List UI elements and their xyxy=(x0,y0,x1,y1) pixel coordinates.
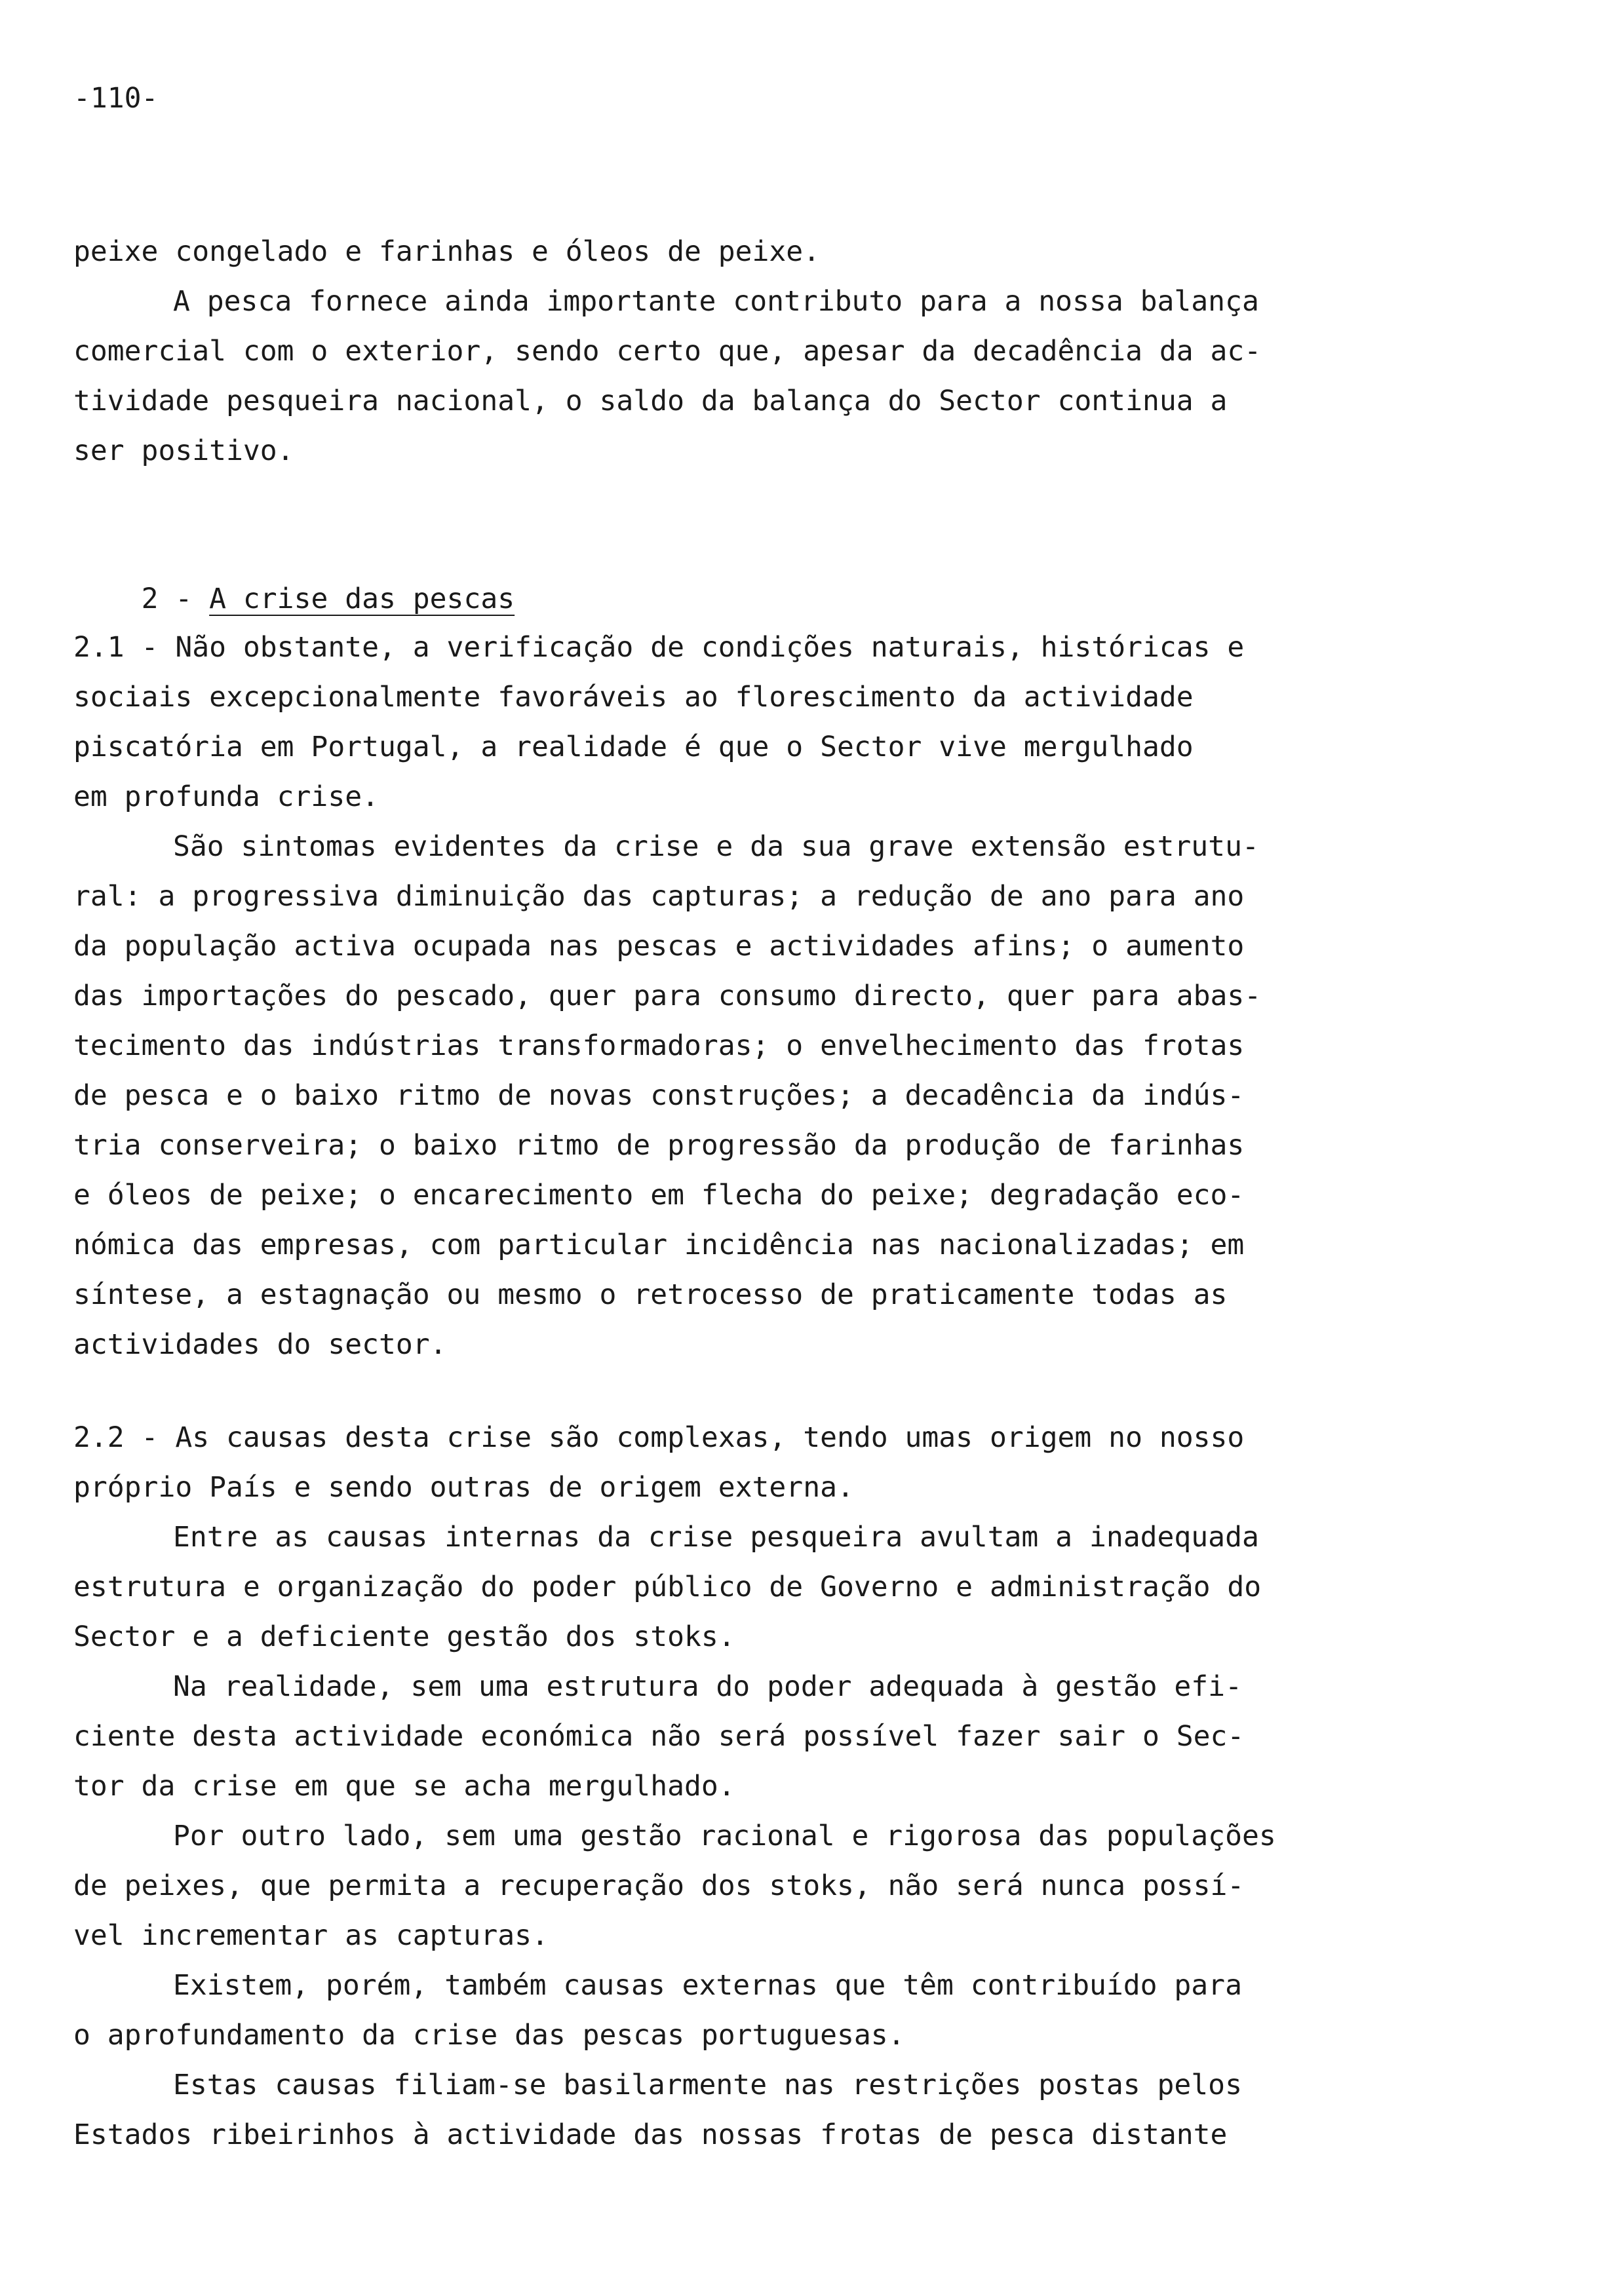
text-line: comercial com o exterior, sendo certo que, apesar da decadência da ac- xyxy=(73,335,1262,368)
paragraph-2-2 xyxy=(73,1413,1450,1512)
text-line: vel incrementar as capturas. xyxy=(73,1919,549,1952)
text-line: peixe congelado e farinhas e óleos de peixe. xyxy=(73,235,821,268)
text-line: e óleos de peixe; o encarecimento em flecha do peixe; degradação eco- xyxy=(73,1179,1245,1212)
text-line: actividades do sector. xyxy=(73,1328,447,1361)
text-line: próprio País e sendo outras de origem externa. xyxy=(73,1471,854,1504)
paragraph-2-1 xyxy=(73,622,1450,822)
paragraph-external-causes xyxy=(73,1961,1450,2060)
paragraph-intro xyxy=(73,227,1450,277)
page-number: -110- xyxy=(73,82,159,115)
text-line: tividade pesqueira nacional, o saldo da balança do Sector continua a xyxy=(73,385,1228,417)
section-title: A crise das pescas xyxy=(209,583,515,615)
text-line: Estados ribeirinhos à actividade das nossas frotas de pesca distante xyxy=(73,2118,1228,2151)
text-line: ciente desta actividade económica não será possível fazer sair o Sec- xyxy=(73,1720,1245,1753)
text-line: nómica das empresas, com particular incidência nas nacionalizadas; em xyxy=(73,1229,1245,1261)
text-line: síntese, a estagnação ou mesmo o retrocesso de praticamente todas as xyxy=(73,1278,1228,1311)
paragraph-restrictions xyxy=(73,2060,1450,2160)
text-line: Estas causas filiam-se basilarmente nas restrições postas pelos xyxy=(173,2069,1242,2101)
paragraph-reality xyxy=(73,1662,1450,1811)
paragraph-symptoms xyxy=(73,822,1450,1369)
text-line: Na realidade, sem uma estrutura do poder adequada à gestão efi- xyxy=(173,1670,1242,1703)
text-line: ser positivo. xyxy=(73,434,294,467)
text-line: da população activa ocupada nas pescas e actividades afins; o aumento xyxy=(73,930,1245,963)
text-line: o aprofundamento da crise das pescas portuguesas. xyxy=(73,2019,905,2052)
text-line: São sintomas evidentes da crise e da sua grave extensão estrutu- xyxy=(173,830,1259,863)
paragraph-internal-causes xyxy=(73,1512,1450,1662)
text-line: tria conserveira; o baixo ritmo de progressão da produção de farinhas xyxy=(73,1129,1245,1162)
text-line: de peixes, que permita a recuperação dos stoks, não será nunca possí- xyxy=(73,1869,1245,1902)
text-line: estrutura e organização do poder público de Governo e administração do xyxy=(73,1571,1262,1603)
text-line: das importações do pescado, quer para consumo directo, quer para abas- xyxy=(73,980,1262,1012)
text-line: tor da crise em que se acha mergulhado. xyxy=(73,1770,735,1803)
text-line: sociais excepcionalmente favoráveis ao florescimento da actividade xyxy=(73,681,1194,714)
paragraph-management xyxy=(73,1811,1450,1961)
text-line: ral: a progressiva diminuição das capturas; a redução de ano para ano xyxy=(73,880,1245,913)
text-line: Sector e a deficiente gestão dos stoks. xyxy=(73,1620,735,1653)
text-line: Existem, porém, também causas externas que têm contribuído para xyxy=(173,1969,1242,2002)
text-line: de pesca e o baixo ritmo de novas construções; a decadência da indús- xyxy=(73,1079,1245,1112)
text-line: Entre as causas internas da crise pesqueira avultam a inadequada xyxy=(173,1521,1259,1554)
text-line: A pesca fornece ainda importante contributo para a nossa balança xyxy=(173,285,1259,318)
paragraph-balance xyxy=(73,277,1450,476)
section-number: 2 - xyxy=(141,583,210,615)
text-line: tecimento das indústrias transformadoras; o envelhecimento das frotas xyxy=(73,1029,1245,1062)
text-line: 2.2 - As causas desta crise são complexas, tendo umas origem no nosso xyxy=(73,1421,1245,1454)
text-line: piscatória em Portugal, a realidade é que o Sector vive mergulhado xyxy=(73,731,1194,763)
text-line: Por outro lado, sem uma gestão racional e rigorosa das populações xyxy=(173,1820,1276,1852)
text-line: em profunda crise. xyxy=(73,780,379,813)
text-line: 2.1 - Não obstante, a verificação de condições naturais, históricas e xyxy=(73,631,1245,664)
